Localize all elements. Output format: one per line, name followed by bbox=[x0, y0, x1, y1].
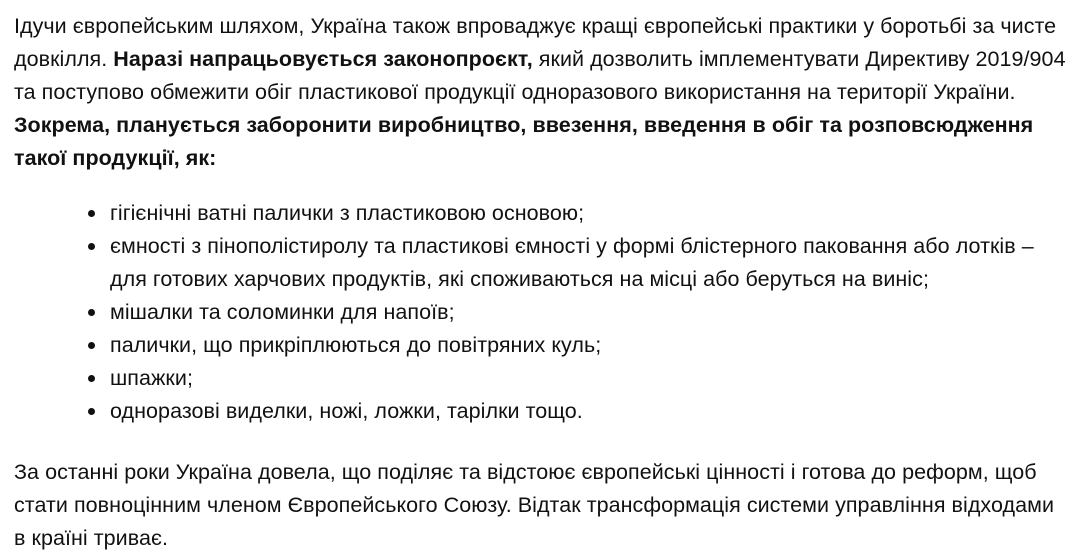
text-segment-0: Ідучи європейським шляхом, Україна також впроваджує кращі європейські практики у боротьбі за чисте довкілля. bbox=[14, 14, 1057, 71]
text-segment-2: який дозволить імплементувати Директиву 2019/904 та поступово обмежити обіг пластикової продукції одноразового використання на території України. bbox=[14, 47, 1066, 104]
text-segment-3: Зокрема, планується заборонити виробництво, ввезення, введення в обіг та розповсюдження такої продукції, як: bbox=[14, 113, 1034, 170]
list-item: гігієнічні ватні палички з пластиковою основою; bbox=[88, 197, 1071, 230]
paragraph-intro bbox=[14, 10, 1071, 175]
text-segment-1: Наразі напрацьовується законопроєкт, bbox=[113, 47, 533, 71]
list-item: ємності з пінополістиролу та пластикові ємності у формі блістерного паковання або лотків – для готових харчових продуктів, які споживаються на місці або беруться на виніс; bbox=[88, 230, 1071, 296]
text-segment-0: За останні роки Україна довела, що поділяє та відстоює європейські цінності і готова до реформ, щоб стати повноцінним членом Європейського Союзу. Відтак трансформація системи управління відходами в країні триває. bbox=[14, 460, 1055, 550]
paragraph-conclusion bbox=[14, 456, 1071, 555]
list-item: мішалки та соломинки для напоїв; bbox=[88, 296, 1071, 329]
list-item: палички, що прикріплюються до повітряних куль; bbox=[88, 329, 1071, 362]
list-item: шпажки; bbox=[88, 362, 1071, 395]
prohibited-products-list bbox=[14, 197, 1071, 428]
list-item: одноразові виделки, ножі, ложки, тарілки тощо. bbox=[88, 395, 1071, 428]
